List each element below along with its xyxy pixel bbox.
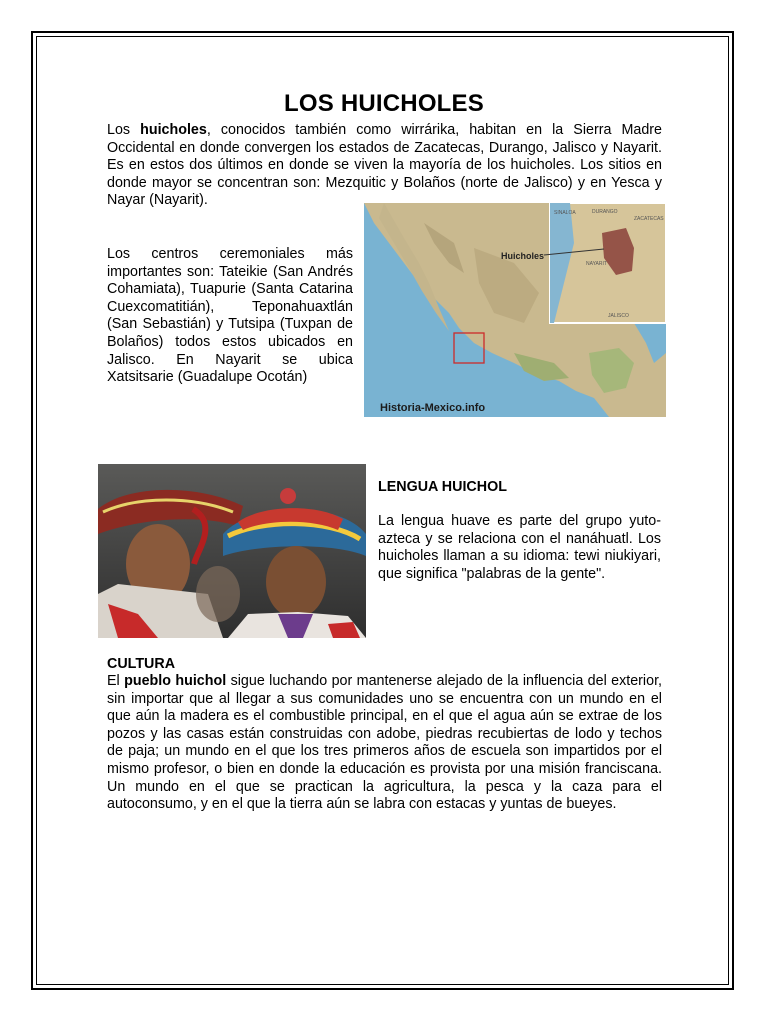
inset-label-jalisco: JALISCO xyxy=(608,313,629,319)
cultura-text-start: El xyxy=(107,673,125,689)
lengua-heading: LENGUA HUICHOL xyxy=(378,479,507,495)
cultura-paragraph xyxy=(107,673,662,814)
inset-label-durango: DURANGO xyxy=(592,209,618,215)
inset-label-sinaloa: SINALOA xyxy=(554,210,576,216)
ceremonial-centers-paragraph: Los centros ceremoniales más importantes son: Tateikie (San Andrés Cohamiata), Tuapurie (Santa Catarina Cuexcomatitián), Teponahuaxtlán (San Sebastián) y Tutsipa (Tuxpan de Bolaños) todos estos ubicados en Jalisco. En Nayarit se ubica Xatsitsarie (Guadalupe Ocotán) xyxy=(107,246,353,386)
intro-bold-term: huicholes xyxy=(140,122,207,138)
page-title: LOS HUICHOLES xyxy=(284,90,484,117)
map-callout-label: Huicholes xyxy=(501,251,545,261)
inset-label-zacatecas: ZACATECAS xyxy=(634,216,664,222)
intro-text-start: Los xyxy=(107,122,141,138)
huichol-people-photo xyxy=(98,464,366,638)
cultura-text-rest: sigue luchando por mantenerse alejado de la influencia del exterior, sin importar que al llegar a sus comunidades uno se encuentra con un mundo en el que aún la madera es el combustible principal, en el que el agua aún se extrae de los pozos y las casas están construidas con adobe, piedras recubiertas de lodo y techos de paja; un mundo en el que los tres primeros años de escuela son impartidos por el mismo profesor, o bien en donde la educación es provista por una misión franciscana. Un mundo en el que se practican la agricultura, la pesca y la caza para el autoconsumo, y en el que la tierra aún se labra con estacas y yuntas de bueyes. xyxy=(107,673,663,813)
intro-text-rest: , conocidos también como wirrárika, habitan en la Sierra Madre Occidental en donde convergen los estados de Zacatecas, Durango, Jalisco y Nayarit. Es en estos dos últimos en donde se viven la mayoría de los huicholes. Los sitios en donde mayor se concentran son: Mezquitic y Bolaños (norte de Jalisco) y en Yesca y Nayar (Nayarit). xyxy=(107,122,662,209)
map-watermark: Historia-Mexico.info xyxy=(380,402,486,414)
cultura-bold-term: pueblo huichol xyxy=(124,673,227,689)
intro-paragraph xyxy=(107,122,662,210)
lengua-paragraph: La lengua huave es parte del grupo yuto-azteca y se relaciona con el nanáhuatl. Los huicholes llaman a su idioma: tewi niukiyari, que significa "palabras de la gente". xyxy=(378,513,661,582)
mexico-map-image xyxy=(364,203,666,417)
cultura-heading: CULTURA xyxy=(107,656,176,672)
inset-label-nayarit: NAYARIT xyxy=(586,261,607,267)
